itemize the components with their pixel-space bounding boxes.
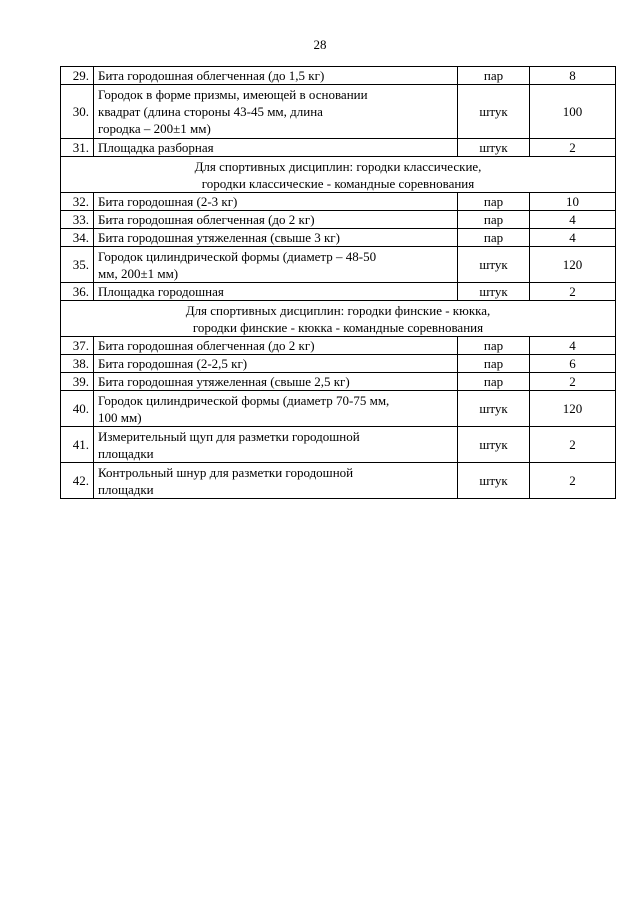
row-number: 29. <box>61 67 94 85</box>
item-quantity: 8 <box>530 67 616 85</box>
table-row <box>61 211 616 229</box>
item-name: Бита городошная утяжеленная (свыше 3 кг) <box>94 229 458 247</box>
row-number: 37. <box>61 337 94 355</box>
item-quantity: 4 <box>530 229 616 247</box>
section-header <box>61 301 616 337</box>
table-row <box>61 247 616 283</box>
table-row <box>61 67 616 85</box>
item-unit: штук <box>458 463 530 499</box>
item-unit: штук <box>458 427 530 463</box>
item-name <box>94 85 458 139</box>
item-name-line: Городок в форме призмы, имеющей в основании <box>98 87 368 102</box>
item-name-line: Городок цилиндрической формы (диаметр 70-75 мм, <box>98 392 390 408</box>
page-number: 28 <box>313 37 327 52</box>
item-unit: штук <box>458 85 530 139</box>
row-number: 35. <box>61 247 94 283</box>
row-number: 39. <box>61 373 94 391</box>
item-name-line: Городок цилиндрической формы (диаметр – 48-50 <box>98 248 377 264</box>
table-row <box>61 193 616 211</box>
item-name-line: площадки <box>98 481 154 497</box>
item-quantity: 10 <box>530 193 616 211</box>
item-quantity: 4 <box>530 211 616 229</box>
row-number: 42. <box>61 463 94 499</box>
item-unit: штук <box>458 139 530 157</box>
item-quantity: 120 <box>530 247 616 283</box>
item-unit: пар <box>458 337 530 355</box>
item-name: Бита городошная утяжеленная (свыше 2,5 кг) <box>94 373 458 391</box>
table-row <box>61 283 616 301</box>
item-name-line: квадрат (длина стороны 43-45 мм, длина <box>98 104 323 119</box>
table-row <box>61 463 616 499</box>
section-header-line: городки классические - командные соревнования <box>201 175 475 191</box>
item-name: Бита городошная облегченная (до 1,5 кг) <box>94 67 458 85</box>
table-row <box>61 355 616 373</box>
section-header-row <box>61 301 616 337</box>
section-header-row <box>61 157 616 193</box>
table-row <box>61 427 616 463</box>
item-unit: пар <box>458 67 530 85</box>
table-row <box>61 373 616 391</box>
table-row <box>61 229 616 247</box>
item-name-line: городка – 200±1 мм) <box>98 121 211 136</box>
row-number: 30. <box>61 85 94 139</box>
section-header-line: Для спортивных дисциплин: городки классические, <box>194 158 482 174</box>
item-quantity: 2 <box>530 283 616 301</box>
section-header-line: Для спортивных дисциплин: городки финские - кюкка, <box>185 302 491 318</box>
table-row <box>61 337 616 355</box>
item-name: Бита городошная (2-3 кг) <box>94 193 458 211</box>
item-quantity: 100 <box>530 85 616 139</box>
item-unit: штук <box>458 247 530 283</box>
item-unit: штук <box>458 391 530 427</box>
item-name: Площадка городошная <box>94 283 458 301</box>
item-name-line: Контрольный шнур для разметки городошной <box>98 464 354 480</box>
row-number: 36. <box>61 283 94 301</box>
item-name-line: мм, 200±1 мм) <box>98 265 179 281</box>
table-row <box>61 391 616 427</box>
item-name <box>94 463 458 499</box>
item-name <box>94 247 458 283</box>
item-unit: пар <box>458 373 530 391</box>
item-name <box>94 427 458 463</box>
item-name: Бита городошная облегченная (до 2 кг) <box>94 337 458 355</box>
item-quantity: 6 <box>530 355 616 373</box>
item-name <box>94 391 458 427</box>
section-header <box>61 157 616 193</box>
row-number: 40. <box>61 391 94 427</box>
item-unit: пар <box>458 355 530 373</box>
item-quantity: 2 <box>530 373 616 391</box>
table-row <box>61 85 616 139</box>
row-number: 34. <box>61 229 94 247</box>
item-name: Площадка разборная <box>94 139 458 157</box>
row-number: 38. <box>61 355 94 373</box>
item-name: Бита городошная (2-2,5 кг) <box>94 355 458 373</box>
item-quantity: 4 <box>530 337 616 355</box>
item-unit: пар <box>458 193 530 211</box>
section-header-line: городки финские - кюкка - командные соревнования <box>192 319 484 335</box>
row-number: 31. <box>61 139 94 157</box>
table-row <box>61 139 616 157</box>
item-name-line: Измерительный щуп для разметки городошной <box>98 428 360 444</box>
row-number: 41. <box>61 427 94 463</box>
row-number: 32. <box>61 193 94 211</box>
equipment-table <box>60 66 616 499</box>
item-name-line: площадки <box>98 445 154 461</box>
item-quantity: 2 <box>530 427 616 463</box>
item-quantity: 2 <box>530 463 616 499</box>
item-unit: штук <box>458 283 530 301</box>
item-name-line: 100 мм) <box>98 409 142 425</box>
item-unit: пар <box>458 229 530 247</box>
item-name: Бита городошная облегченная (до 2 кг) <box>94 211 458 229</box>
row-number: 33. <box>61 211 94 229</box>
item-unit: пар <box>458 211 530 229</box>
item-quantity: 2 <box>530 139 616 157</box>
item-quantity: 120 <box>530 391 616 427</box>
